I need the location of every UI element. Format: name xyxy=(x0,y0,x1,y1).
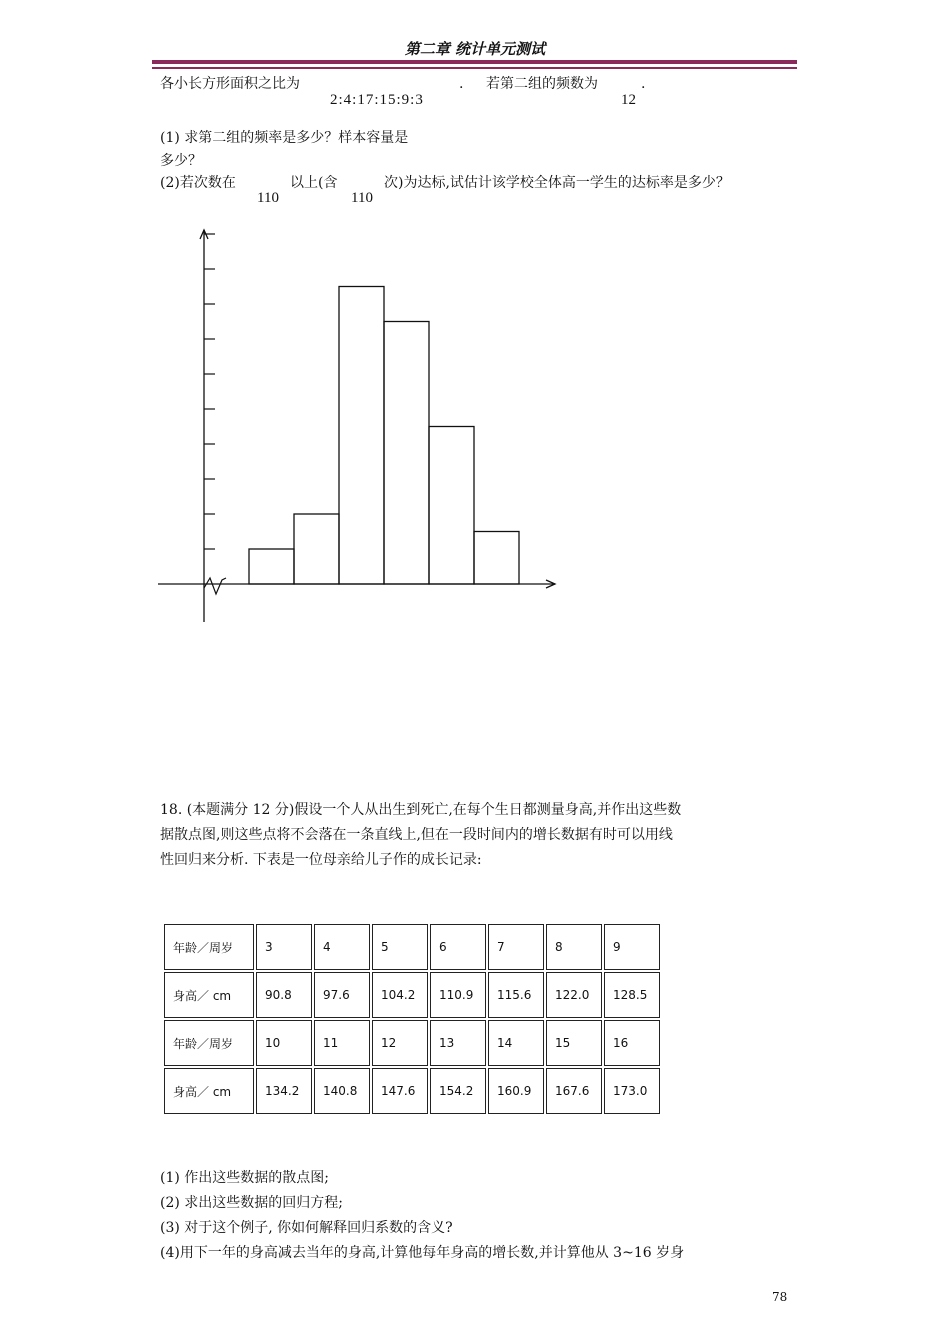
header-rule-thick xyxy=(152,60,797,64)
table-cell: 13 xyxy=(430,1020,486,1066)
q17-sub2-c: 次)为达标,试估计该学校全体高一学生的达标率是多少？ xyxy=(384,175,730,191)
axis-break-mark xyxy=(204,578,226,594)
table-cell: 5 xyxy=(372,924,428,970)
page-header-title: 第二章 统计单元测试 xyxy=(404,40,546,58)
frequency-histogram xyxy=(150,220,570,630)
q17-line1-mid: 若第二组的频数为 xyxy=(486,76,598,92)
q17-line1-dot2: . xyxy=(641,76,646,92)
table-cell: 154.2 xyxy=(430,1068,486,1114)
table-cell: 90.8 xyxy=(256,972,312,1018)
row-label-age: 年龄／周岁 xyxy=(164,1020,254,1066)
table-cell: 14 xyxy=(488,1020,544,1066)
page-number: 78 xyxy=(772,1290,788,1304)
table-cell: 12 xyxy=(372,1020,428,1066)
table-cell: 16 xyxy=(604,1020,660,1066)
q18-sub2: (2) 求出这些数据的回归方程; xyxy=(160,1195,343,1211)
q17-threshold-1: 110 xyxy=(257,190,279,206)
row-label-age: 年龄／周岁 xyxy=(164,924,254,970)
table-cell: 7 xyxy=(488,924,544,970)
table-cell: 167.6 xyxy=(546,1068,602,1114)
histogram-axes xyxy=(158,230,555,622)
histogram-bar xyxy=(384,322,429,585)
header-rule-thin xyxy=(152,67,797,69)
q17-freq-answer: 12 xyxy=(621,92,636,108)
q17-ratio-answer: 2:4:17:15:9:3 xyxy=(330,92,424,108)
table-cell: 11 xyxy=(314,1020,370,1066)
table-cell: 8 xyxy=(546,924,602,970)
q18-line1: 18. (本题满分 12 分)假设一个人从出生到死亡,在每个生日都测量身高,并作出这些数 xyxy=(160,802,682,818)
q17-sub2-b: 以上(含 xyxy=(290,175,338,191)
q17-sub1-line2: 多少？ xyxy=(160,153,202,169)
table-row xyxy=(164,972,660,1018)
table-cell: 110.9 xyxy=(430,972,486,1018)
q18-line3: 性回归来分析. 下表是一位母亲给儿子作的成长记录: xyxy=(160,852,482,868)
table-cell: 15 xyxy=(546,1020,602,1066)
q17-line1-text: 各小长方形面积之比为 xyxy=(160,76,300,92)
table-cell: 104.2 xyxy=(372,972,428,1018)
q18-line2: 据散点图,则这些点将不会落在一条直线上,但在一段时间内的增长数据有时可以用线 xyxy=(160,827,673,843)
table-cell: 3 xyxy=(256,924,312,970)
q17-line1-dot1: . xyxy=(459,76,464,92)
histogram-bar xyxy=(249,549,294,584)
table-cell: 115.6 xyxy=(488,972,544,1018)
table-cell: 140.8 xyxy=(314,1068,370,1114)
row-label-height: 身高／ cm xyxy=(164,972,254,1018)
table-row xyxy=(164,924,660,970)
q18-sub4: (4)用下一年的身高减去当年的身高,计算他每年身高的增长数,并计算他从 3~16 岁身 xyxy=(160,1245,685,1261)
table-cell: 6 xyxy=(430,924,486,970)
histogram-bar xyxy=(474,532,519,585)
table-cell: 128.5 xyxy=(604,972,660,1018)
growth-record-table xyxy=(162,922,662,1116)
histogram-bars xyxy=(249,287,519,585)
table-cell: 97.6 xyxy=(314,972,370,1018)
row-label-height: 身高／ cm xyxy=(164,1068,254,1114)
table-cell: 134.2 xyxy=(256,1068,312,1114)
table-row xyxy=(164,1068,660,1114)
table-cell: 160.9 xyxy=(488,1068,544,1114)
q18-sub1: (1) 作出这些数据的散点图; xyxy=(160,1170,329,1186)
table-cell: 147.6 xyxy=(372,1068,428,1114)
table-cell: 122.0 xyxy=(546,972,602,1018)
table-cell: 4 xyxy=(314,924,370,970)
histogram-bar xyxy=(429,427,474,585)
table-cell: 9 xyxy=(604,924,660,970)
histogram-bar xyxy=(294,514,339,584)
q17-sub2-a: (2)若次数在 xyxy=(160,175,236,191)
histogram-bar xyxy=(339,287,384,585)
table-cell: 173.0 xyxy=(604,1068,660,1114)
q18-sub3: (3) 对于这个例子, 你如何解释回归系数的含义? xyxy=(160,1220,453,1236)
table-cell: 10 xyxy=(256,1020,312,1066)
table-row xyxy=(164,1020,660,1066)
q17-sub1-line1: (1) 求第二组的频率是多少？样本容量是 xyxy=(160,130,409,146)
q17-threshold-2: 110 xyxy=(351,190,373,206)
